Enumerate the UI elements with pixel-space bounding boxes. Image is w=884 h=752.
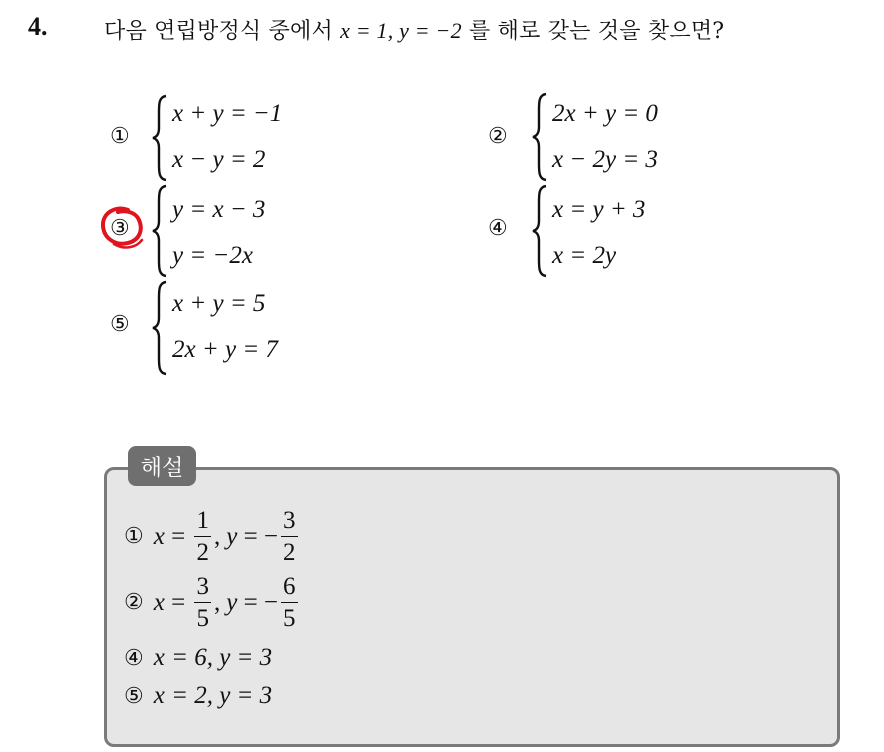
solution-line-1-x-fraction: $\frac{1}{2}$ (196, 507, 209, 566)
brace-icon (151, 184, 169, 278)
choice-1-eq2: x − y = 2 (172, 146, 266, 173)
red-circle-mark-icon (98, 204, 148, 252)
solution-line-1-label: ① (124, 524, 144, 549)
question-condition: x = 1, y = −2 (340, 18, 462, 43)
choice-5-eq2: 2x + y = 7 (172, 336, 278, 363)
choice-2-eq2: x − 2y = 3 (552, 146, 658, 173)
solution-line-2-label: ② (124, 590, 144, 615)
choice-5-label: ⑤ (110, 312, 130, 337)
solution-line-3 (124, 644, 272, 672)
choice-4-eq2: x = 2y (552, 242, 617, 269)
choice-3-eq1: y = x − 3 (172, 196, 266, 223)
choice-1-label: ① (110, 124, 130, 149)
choice-4-label: ④ (488, 216, 508, 241)
choice-5-eq1: x + y = 5 (172, 290, 266, 317)
choice-3-eq2: y = −2x (172, 242, 253, 269)
question-text-before: 다음 연립방정식 중에서 (104, 19, 341, 44)
brace-icon (531, 184, 549, 278)
solution-line-4-text: x = 2, y = 3 (153, 682, 273, 709)
solution-line-3-label: ④ (124, 645, 144, 671)
solution-line-1-y-fraction: $\frac{3}{2}$ (283, 507, 296, 566)
brace-icon (531, 92, 549, 182)
question-text (104, 14, 724, 45)
choice-2-label: ② (488, 124, 508, 149)
choice-1-eq1: x + y = −1 (172, 100, 283, 127)
solution-line-2-x-fraction: $\frac{3}{5}$ (196, 573, 209, 632)
solution-tag: 해설 (128, 446, 196, 486)
choice-2-eq1: 2x + y = 0 (552, 100, 658, 127)
solution-line-3-text: x = 6, y = 3 (153, 644, 273, 671)
question-text-after: 를 해로 갖는 것을 찾으면? (461, 19, 725, 44)
solution-line-4 (124, 682, 272, 710)
solution-line-2: ② x = $\frac{3}{5}$ , y = − $\frac{6}{5}$ (124, 573, 296, 632)
solution-line-4-label: ⑤ (124, 683, 144, 709)
solution-line-2-y-fraction: $\frac{6}{5}$ (283, 573, 296, 632)
brace-icon (151, 94, 169, 182)
brace-icon (151, 280, 169, 376)
solution-line-1: ① x = $\frac{1}{2}$ , y = − $\frac{3}{2}$ (124, 507, 296, 566)
choice-3-label: ③ (110, 216, 130, 241)
question-number: 4. (28, 12, 48, 41)
choice-4-eq1: x = y + 3 (552, 196, 646, 223)
